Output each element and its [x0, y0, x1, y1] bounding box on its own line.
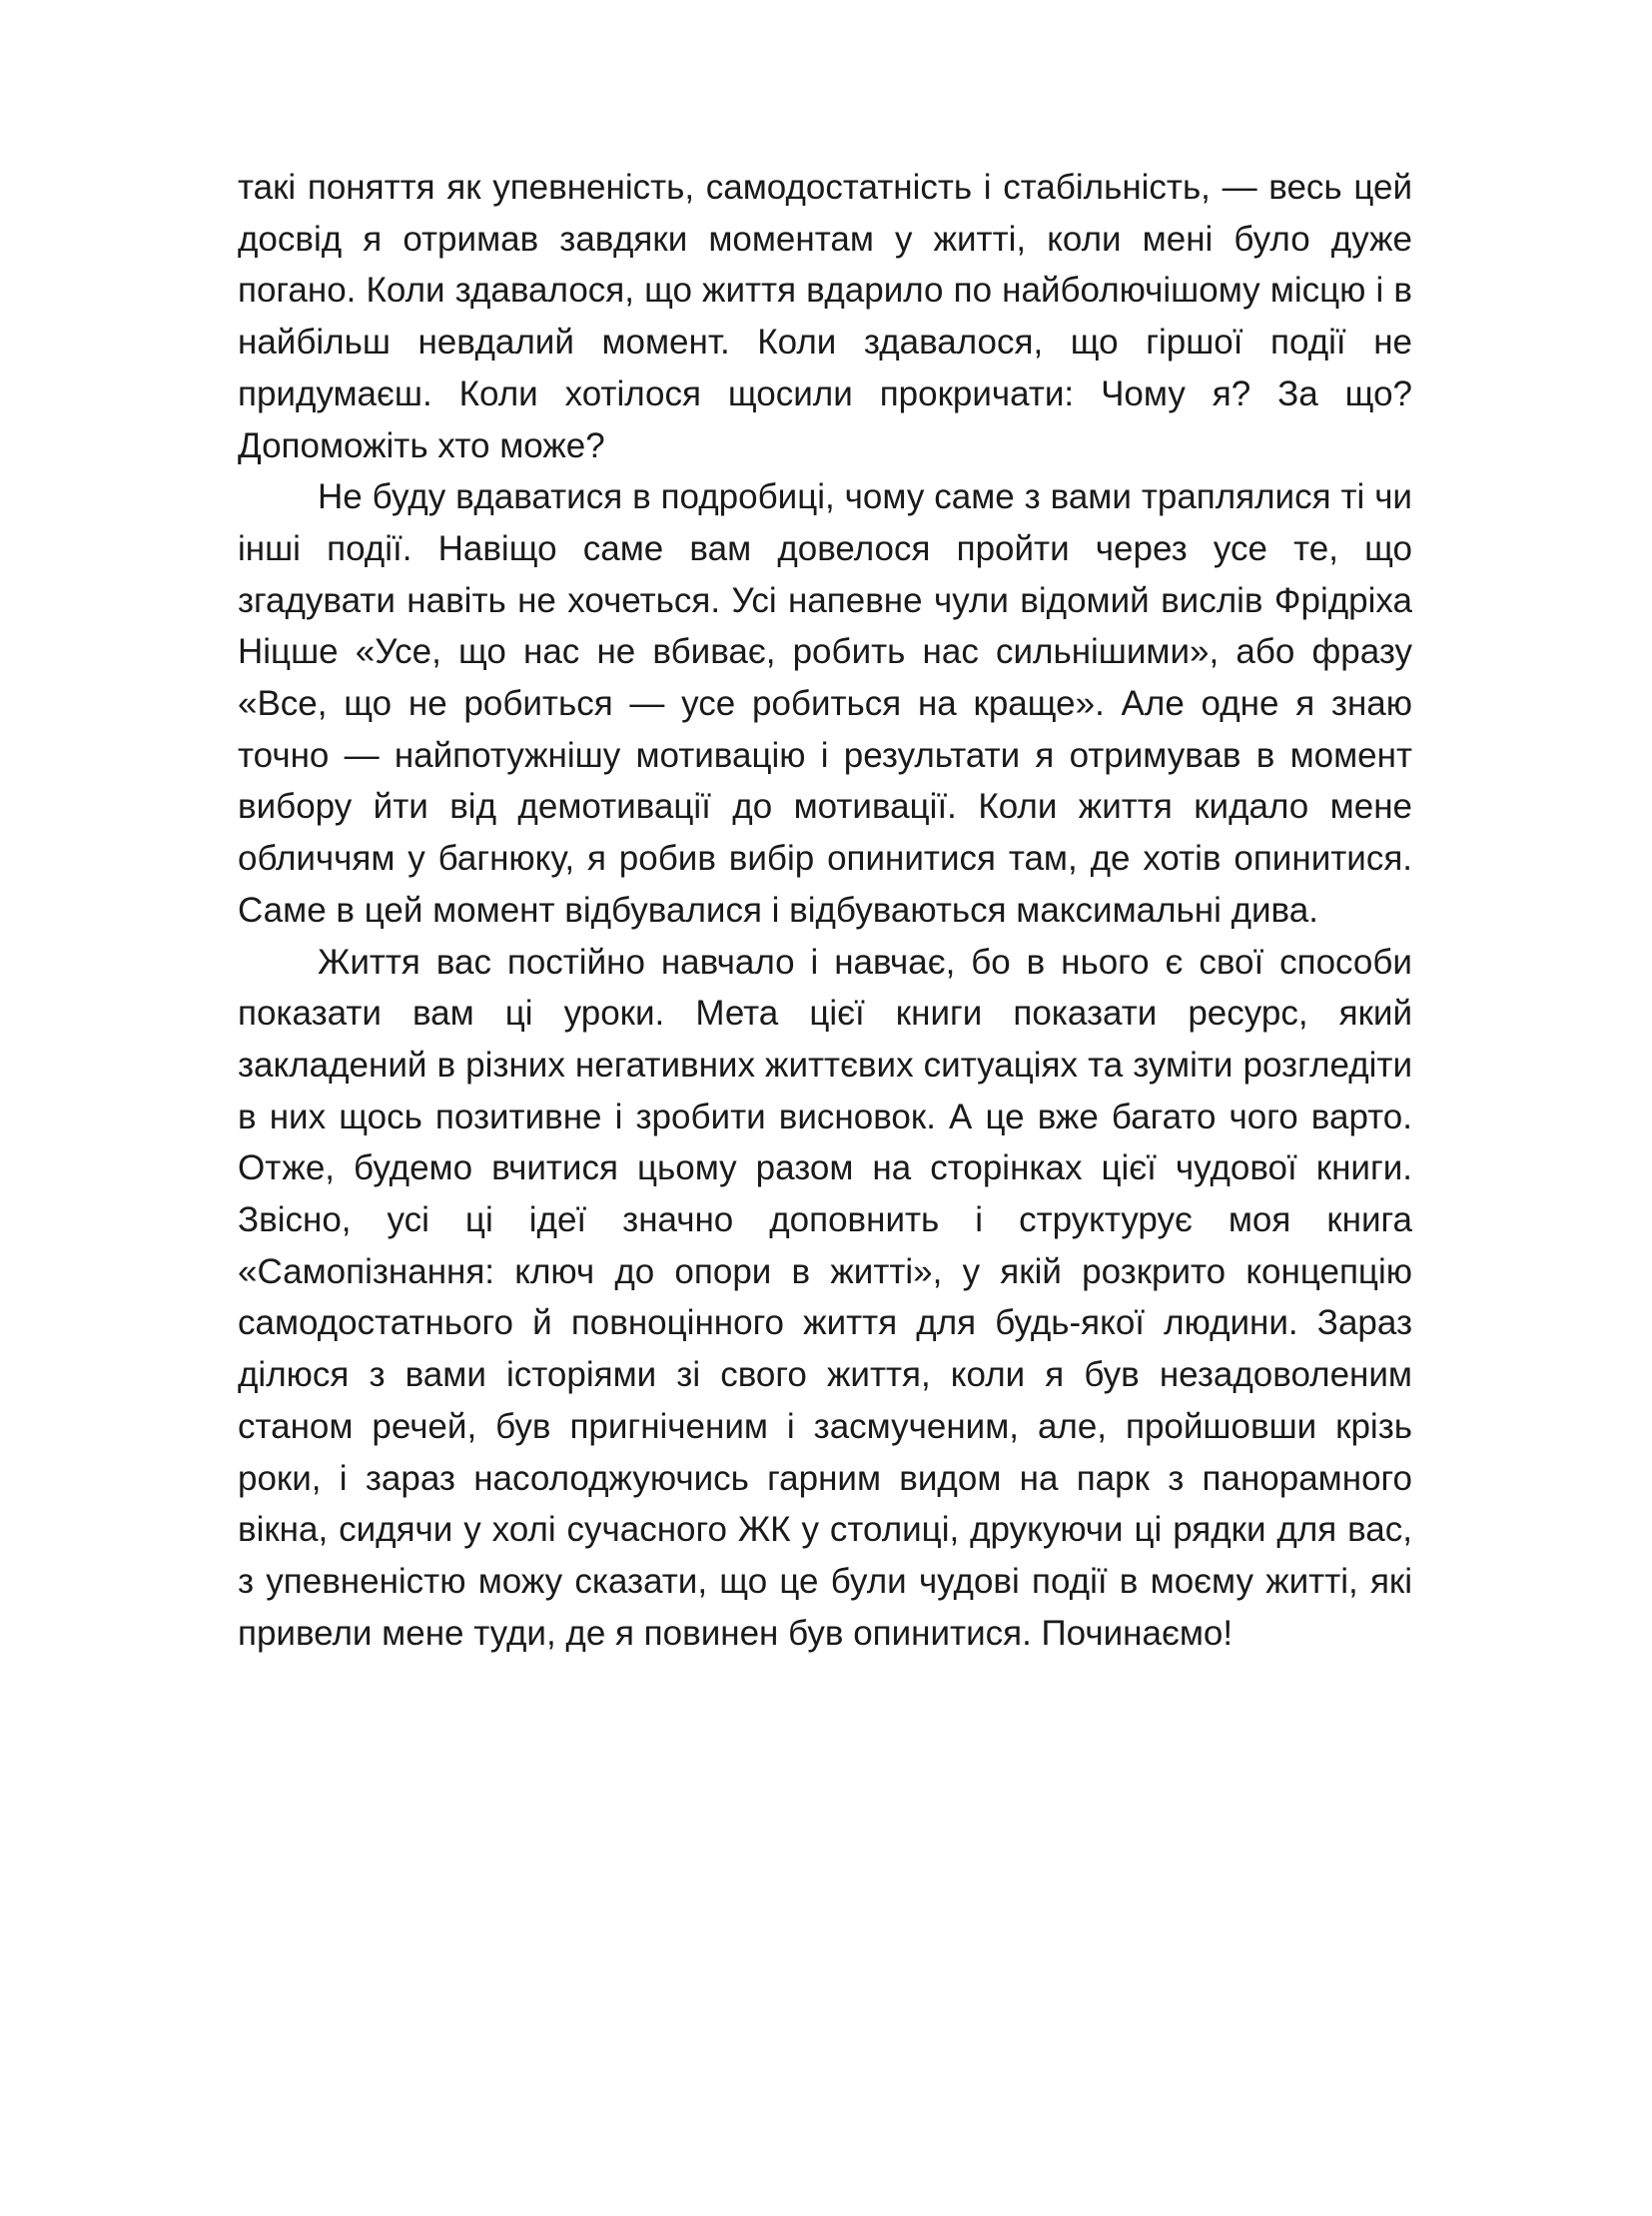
paragraph-1: такі поняття як упевненість, самодостатність і стабільність, — весь цей досвід я отримав завдяки моментам у житті, коли мені було дуже погано. Коли здавалося, що життя вдарило по найболючішому місцю і в найбільш невдалий момент. Коли здавалося, що гіршої події не придумаєш. Коли хотілося щосили прокричати: Чому я? За що? Допоможіть хто може? — [238, 168, 1412, 465]
paragraph-3: Життя вас постійно навчало і навчає, бо в нього є свої способи показати вам ці уроки. Мета цієї книги показати ресурс, який закладений в різних негативних життєвих ситуаціях та зуміти розгледіти в них щось позитивне і зробити висновок. А це вже багато чого варто. Отже, будемо вчитися цьому разом на сторінках цієї чудової книги. Звісно, усі ці ідеї значно доповнить і структурує моя книга «Самопізнання: ключ до опори в житті», у якій розкрито концепцію самодостатнього й повноцінного життя для будь-якої людини. Зараз ділюся з вами історіями зі свого життя, коли я був незадоволеним станом речей, був пригніченим і засмученим, але, пройшовши крізь роки, і зараз насолоджуючись гарним видом на парк з панорамного вікна, сидячи у холі сучасного ЖК у столиці, друкуючи ці рядки для вас, з упевненістю можу сказати, що це були чудові події в моєму житті, які привели мене туди, де я повинен був опинитися. Починаємо! — [238, 942, 1412, 1653]
paragraph-2: Не буду вдаватися в подробиці, чому саме з вами траплялися ті чи інші події. Навіщо саме вам довелося пройти через усе те, що згадувати навіть не хочеться. Усі напевне чули відомий вислів Фрідріха Ніцше «Усе, що нас не вбиває, робить нас сильнішими», або фразу «Все, що не робиться — усе робиться на краще». Але одне я знаю точно — найпотужнішу мотивацію і результати я отримував в момент вибору йти від демотивації до мотивації. Коли життя кидало мене обличчям у багнюку, я робив вибір опинитися там, де хотів опинитися. Саме в цей момент відбувалися і відбуваються максимальні дива. — [238, 477, 1412, 930]
body-text — [238, 162, 1412, 1659]
